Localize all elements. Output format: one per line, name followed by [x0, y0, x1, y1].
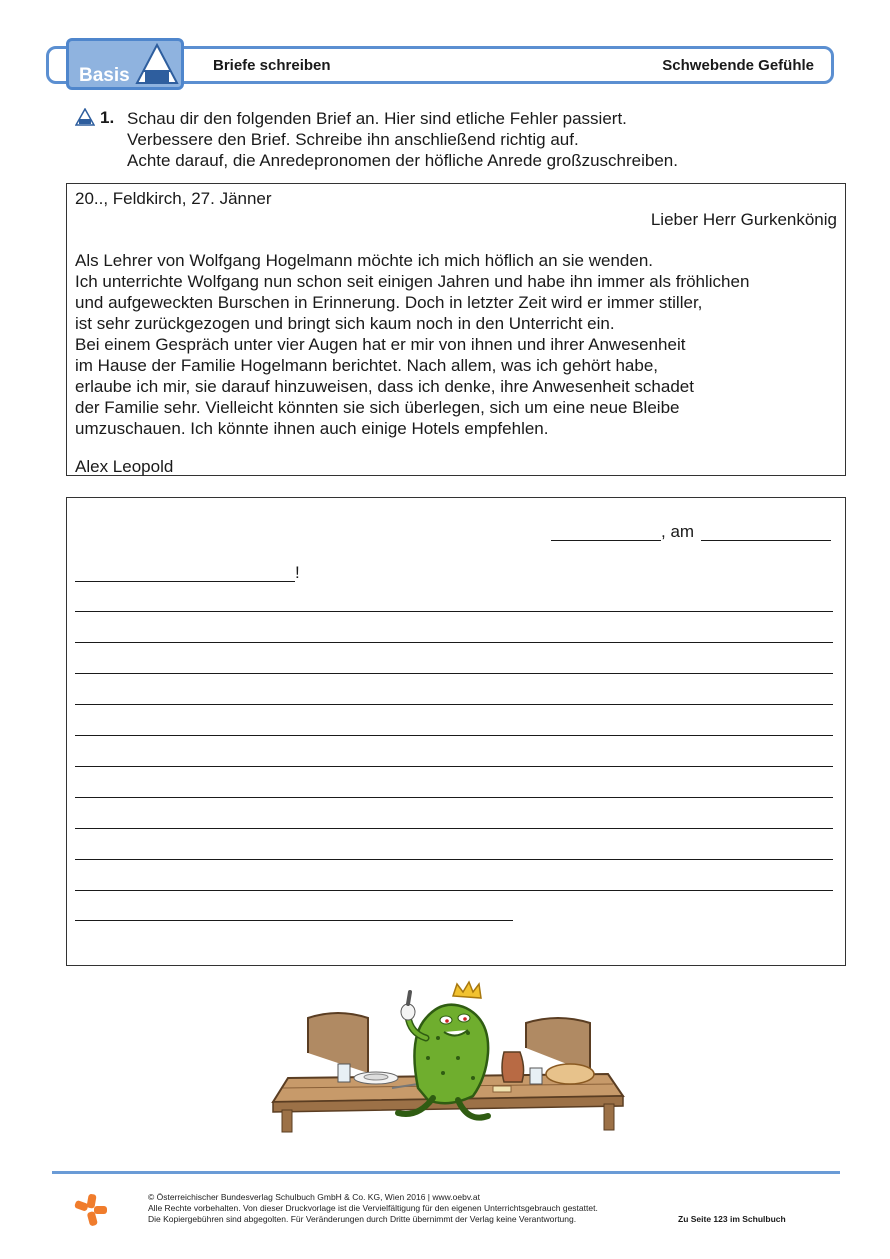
header-left-title: Briefe schreiben	[213, 57, 331, 74]
write-line[interactable]	[75, 890, 833, 891]
letter-body-line: der Familie sehr. Vielleicht könnten sie sich überlegen, sich um eine neue Bleibe	[75, 398, 680, 417]
salutation-write-line[interactable]	[75, 581, 295, 582]
letter-body-line: erlaube ich mir, sie darauf hinzuweisen, dass ich denke, ihre Anwesenheit schadet	[75, 377, 694, 396]
letter-signature: Alex Leopold	[75, 457, 174, 476]
task-instruction-line: Schau dir den folgenden Brief an. Hier sind etliche Fehler passiert.	[127, 109, 627, 128]
task-number: 1.	[100, 108, 115, 127]
letter-body-line: umzuschauen. Ich könnte ihnen auch einige Hotels empfehlen.	[75, 419, 549, 438]
letter-body-line: Bei einem Gespräch unter vier Augen hat er mir von ihnen und ihrer Anwesenheit	[75, 335, 686, 354]
oebv-logo-icon	[72, 1192, 108, 1228]
letter-body-line: Als Lehrer von Wolfgang Hogelmann möchte ich mich höflich an sie wenden.	[75, 251, 653, 270]
footer-fees: Die Kopiergebühren sind abgegolten. Für Veränderungen durch Dritte übernimmt der Verlag keine Verantwortung.	[148, 1214, 577, 1224]
write-line[interactable]	[75, 766, 833, 767]
task-instruction-line: Achte darauf, die Anredepronomen der höfliche Anrede großzuschreiben.	[127, 151, 678, 170]
letter-body-line: ist sehr zurückgezogen und bringt sich kaum noch in den Unterricht ein.	[75, 314, 615, 333]
footer-page-reference: Zu Seite 123 im Schulbuch	[678, 1214, 786, 1224]
letter-salutation: Lieber Herr Gurkenkönig	[650, 210, 837, 229]
letter-box	[66, 183, 846, 476]
level-triangle-icon	[75, 108, 95, 126]
place-write-line[interactable]	[551, 540, 661, 541]
letter-body-line: Ich unterrichte Wolfgang nun schon seit einigen Jahren und habe ihn immer als fröhlichen	[75, 272, 750, 291]
write-line[interactable]	[75, 735, 833, 736]
basis-label: Basis	[79, 65, 130, 86]
date-connector-text: , am	[661, 522, 695, 541]
write-line[interactable]	[75, 859, 833, 860]
letter-body-line: und aufgeweckten Burschen in Erinnerung. Doch in letzter Zeit wird er immer stiller,	[75, 293, 703, 312]
task-instruction-line: Verbessere den Brief. Schreibe ihn anschließend richtig auf.	[127, 130, 579, 149]
footer-copyright: © Österreichischer Bundesverlag Schulbuch GmbH & Co. KG, Wien 2016 | www.oebv.at	[148, 1192, 480, 1202]
footer-rights: Alle Rechte vorbehalten. Von dieser Druckvorlage ist die Vervielfältigung für den eigenen Unterrichtsgebrauch gestattet.	[148, 1203, 598, 1213]
write-line[interactable]	[75, 673, 833, 674]
write-line[interactable]	[75, 611, 833, 612]
level-triangle-icon	[135, 43, 179, 85]
pickle-king-at-table-illustration	[268, 978, 628, 1138]
footer-rule	[52, 1171, 840, 1174]
header-right-title: Schwebende Gefühle	[662, 57, 814, 74]
write-line[interactable]	[75, 704, 833, 705]
salutation-exclamation: !	[295, 563, 300, 582]
letter-body-line: im Hause der Familie Hogelmann berichtet. Nach allem, was ich gehört habe,	[75, 356, 658, 375]
write-line[interactable]	[75, 797, 833, 798]
answer-box	[66, 497, 846, 966]
write-line[interactable]	[75, 642, 833, 643]
date-write-line[interactable]	[701, 540, 831, 541]
write-line[interactable]	[75, 920, 513, 921]
letter-date-line: 20.., Feldkirch, 27. Jänner	[75, 189, 272, 208]
write-line[interactable]	[75, 828, 833, 829]
basis-badge	[66, 38, 184, 90]
